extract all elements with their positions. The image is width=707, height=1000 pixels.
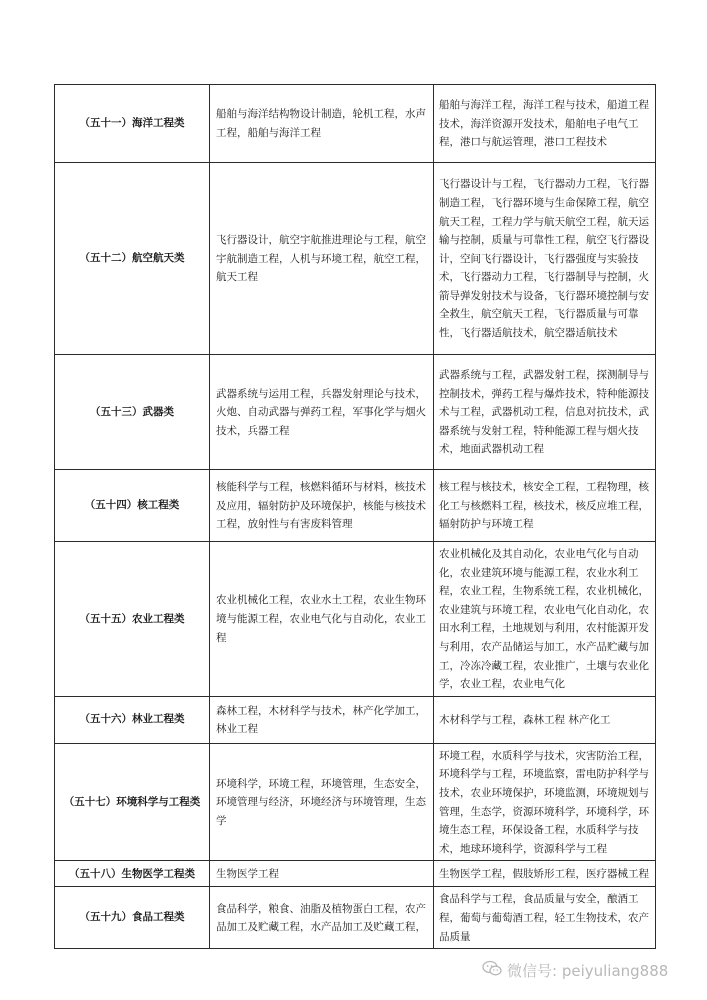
old-majors-cell: 飞行器设计，航空宇航推进理论与工程，航空宇航制造工程，人机与环境工程，航空工程，航天工程 [210,163,434,355]
old-majors-cell: 生物医学工程 [210,861,434,887]
category-cell: （五十六）林业工程类 [55,696,210,743]
category-cell: （五十一）海洋工程类 [55,85,210,163]
category-cell: （五十三）武器类 [55,355,210,470]
category-cell: （五十四）核工程类 [55,470,210,542]
old-majors-cell: 环境科学，环境工程，环境管理，生态安全，环境管理与经济，环境经济与环境管理，生态学 [210,743,434,861]
table-row [55,163,656,355]
wechat-watermark [482,958,668,982]
major-catalog-table [54,84,656,949]
new-majors-cell: 船舶与海洋工程，海洋工程与技术，船道工程技术，海洋资源开发技术，船舶电子电气工程，港口与航运管理，港口工程技术 [434,85,656,163]
old-majors-cell: 武器系统与运用工程，兵器发射理论与技术，火炮、自动武器与弹药工程，军事化学与烟火技术，兵器工程 [210,355,434,470]
table-row [55,470,656,542]
category-cell: （五十七）环境科学与工程类 [55,743,210,861]
category-cell: （五十九）食品工程类 [55,887,210,949]
table-row [55,355,656,470]
table-row [55,85,656,163]
new-majors-cell: 食品科学与工程，食品质量与安全，酿酒工程，葡萄与葡萄酒工程，轻工生物技术，农产品质量 [434,887,656,949]
table-row [55,861,656,887]
new-majors-cell: 武器系统与工程，武器发射工程，探测制导与控制技术，弹药工程与爆炸技术，特种能源技术与工程，武器机动工程，信息对抗技术，武器系统与发射工程，特种能源工程与烟火技术，地面武器机动工程 [434,355,656,470]
old-majors-cell: 船舶与海洋结构物设计制造，轮机工程，水声工程，船舶与海洋工程 [210,85,434,163]
new-majors-cell: 核工程与核技术，核安全工程，工程物理，核化工与核燃料工程，核技术，核反应堆工程，辐射防护与环境工程 [434,470,656,542]
new-majors-cell: 飞行器设计与工程，飞行器动力工程，飞行器制造工程，飞行器环境与生命保障工程，航空航天工程，工程力学与航天航空工程，航天运输与控制，质量与可靠性工程，航空飞行器设计，空间飞行器设计，飞行器强度与实验技术，飞行器动力工程，飞行器制导与控制，火箭导弹发射技术与设备，飞行器环境控制与安全救生，航空航天工程，飞行器质量与可靠性，飞行器适航技术，航空器适航技术 [434,163,656,355]
category-cell: （五十二）航空航天类 [55,163,210,355]
table-row [55,696,656,743]
old-majors-cell: 食品科学，粮食、油脂及植物蛋白工程，农产品加工及贮藏工程，水产品加工及贮藏工程， [210,887,434,949]
wechat-icon [482,960,507,981]
new-majors-cell: 木材科学与工程，森林工程 林产化工 [434,696,656,743]
table-row [55,887,656,949]
old-majors-cell: 核能科学与工程，核燃料循环与材料，核技术及应用，辐射防护及环境保护，核能与核技术工程，放射性与有害废料管理 [210,470,434,542]
new-majors-cell: 生物医学工程，假肢矫形工程，医疗器械工程 [434,861,656,887]
new-majors-cell: 环境工程，水质科学与技术，灾害防治工程，环境科学与工程，环境监察，雷电防护科学与技术，农业环境保护，环境监测，环境规划与管理，生态学，资源环境科学，环境科学，环境生态工程，环保设备工程，水质科学与技术，地球环境科学，资源科学与工程 [434,743,656,861]
table-row [55,542,656,697]
old-majors-cell: 农业机械化工程，农业水土工程，农业生物环境与能源工程，农业电气化与自动化，农业工程 [210,542,434,697]
new-majors-cell: 农业机械化及其自动化，农业电气化与自动化，农业建筑环境与能源工程，农业水利工程，农业工程，生物系统工程，农业机械化，农业建筑与环境工程，农业电气化自动化，农田水利工程，土地规划与利用，农村能源开发与利用，农产品储运与加工，水产品贮藏与加工，冷冻冷藏工程，农业推广，土壤与农业化学，农业工程，农业电气化 [434,542,656,697]
table-row [55,743,656,861]
category-cell: （五十五）农业工程类 [55,542,210,697]
watermark-text: 微信号: peiyuliang888 [507,961,669,980]
category-cell: （五十八）生物医学工程类 [55,861,210,887]
old-majors-cell: 森林工程，木材科学与技术，林产化学加工，林业工程 [210,696,434,743]
